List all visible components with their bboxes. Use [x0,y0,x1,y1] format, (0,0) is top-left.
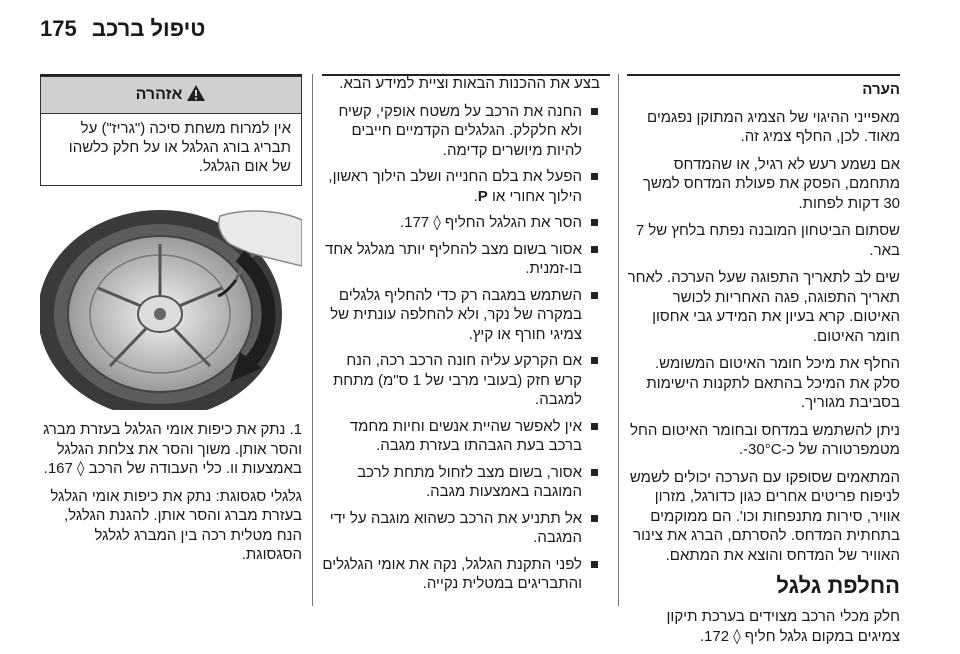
list-item [322,417,600,456]
step-1: 1. נתק את כיפות אומי הגלגל בעזרת מברג והסר אותן. משוך והסר את צלחת הגלגל באמצעות וו. כלי העבודה של הרכב ◊ 167. [43,421,302,477]
note-paragraph-4: שים לב לתאריך התפוגה שעל הערכה. לאחר תאריך התפוגה, פגה האחריות לכושר האיטום. קרא בעיון את המידע גבי אחסון חומר האיטום. [627,269,900,345]
list-item-text: הסר את הגלגל החליף [440,214,582,231]
note-title: הערה [862,81,900,98]
wheel-cover-removal-photo [40,196,302,410]
right-column-top-rule [627,74,900,76]
list-item-text: השתמש במגבה רק כדי להחליף גלגלים במקרה של נקר, ולא להחלפה עונתית של צמיגי חורף או קיץ. [330,286,582,343]
page-header [0,0,960,70]
left-column [40,420,302,573]
page-number: 175 [40,16,77,41]
middle-intro: בצע את ההכנות הבאות וציית למידע הבא. [339,75,600,92]
list-item-text: אם הקרקע עליה חונה הרכב רכה, הנח קרש חזק (בעובי מרבי של 1 ס"מ) מתחת למגבה. [332,352,582,408]
warning-box [40,76,302,186]
list-item-text: אין לאפשר שהיית אנשים וחיות מחמד ברכב בעת הגבהתו בעזרת מגבה. [349,417,582,454]
step-1-alloy-note: גלגלי סגסוגת: נתק את כיפות אומי הגלגל בעזרת מברג והסר אותן. להגנת הגלגל, הנח מטלית רכה בין המברג לגלגל הסגסוגת. [50,487,302,563]
section-page-ref[interactable]: 172 [704,627,730,645]
list-item-text: אל תתניע את הרכב כשהוא מוגבה על ידי המגבה. [329,509,582,546]
step-text: נתק את כיפות אומי הגלגל בעזרת מברג והסר אותן. משוך והסר את צלחת הגלגל באמצעות וו. כלי העבודה של הרכב [43,421,302,477]
section-heading: החלפת גלגל [776,573,900,598]
warning-header [41,77,301,114]
list-item-tail: . [473,187,478,205]
gear-p-label: P [477,187,488,205]
list-item [322,509,600,548]
step-page-ref[interactable]: 167 [47,460,73,477]
step-number: 1. [289,421,302,438]
warning-title: אזהרה [135,86,183,103]
warning-text: אין למרוח משחת סיכה ("גריז") על תבריג בורג הגלגל או על חלק כלשהו של אום הגלגל. [68,120,291,175]
page-ref-icon: ◊ [77,459,85,477]
right-column [627,80,900,654]
page-ref-icon: ◊ [433,213,441,231]
precaution-list [322,102,600,594]
column-divider-left [312,74,313,606]
page-ref-icon: ◊ [733,626,741,645]
note-paragraph-2: אם נשמע רעש לא רגיל, או שהמדחס מתחמם, הפסק את פעולת המדחס למשך 30 דקות לפחות. [642,155,900,212]
list-item-tail: . [399,214,405,231]
column-divider-right [618,74,619,606]
list-item [322,463,600,502]
list-item [322,102,600,161]
list-item-text: החנה את הרכב על משטח אופקי, קשיח ולא חלקלק. הגלגלים הקדמיים חייבים להיות מיושרים קדימה. [338,102,582,159]
warning-triangle-icon [186,84,206,107]
section-paragraph-text: חלק מכלי הרכב מצוידים בערכת תיקון צמיגים במקום גלגל חליף [666,608,900,645]
note-paragraph-1: מאפייני ההיגוי של הצמיג המתוקן נפגמים מאוד. לכן, החלף צמיג זה. [646,108,900,145]
list-item [322,286,600,345]
list-item [322,351,600,410]
list-item-text: הפעל את בלם החנייה ושלב הילוך ראשון, הילוך אחורי או [328,168,582,205]
note-paragraph-5: החלף את מיכל חומר האיטום המשומש. סלק את המיכל בהתאם לתקנות הישימות בסביבת מגוריך. [646,355,900,411]
list-item [322,213,600,233]
list-item [322,555,600,594]
list-item-page-ref[interactable]: 177 [404,214,430,231]
middle-column [322,74,600,601]
list-item [322,167,600,206]
list-item [322,240,600,279]
note-paragraph-6: ניתן להשתמש במדחס ובחומר האיטום החל מטמפרטורה של כ-30°C-. [630,421,900,458]
note-paragraph-7: המתאמים שסופקו עם הערכה יכולים לשמש לניפוח פריטים אחרים כגון כדורגל, מזרון אוויר, סירות מתנפחות וכו'. הם ממוקמים בתחתית המדחס. להסרתם, הברג את צינור האוויר של המדחס והוצא את המתאם. [629,468,900,564]
page-title: טיפול ברכב [92,16,206,41]
note-paragraph-3: שסתום הביטחון המובנה נפתח בלחץ של 7 באר. [635,222,900,259]
section-paragraph: חלק מכלי הרכב מצוידים בערכת תיקון צמיגים במקום גלגל חליף ◊ 172. [666,608,900,645]
list-item-text: אסור, בשום מצב לזחול מתחת לרכב המוגבה באמצעות מגבה. [357,463,582,500]
list-item-text: אסור בשום מצב להחליף יותר מגלגל אחד בו-זמנית. [325,240,582,277]
list-item-text: לפני התקנת הגלגל, נקה את אומי הגלגלים והתבריגים במטלית נקייה. [322,555,582,592]
